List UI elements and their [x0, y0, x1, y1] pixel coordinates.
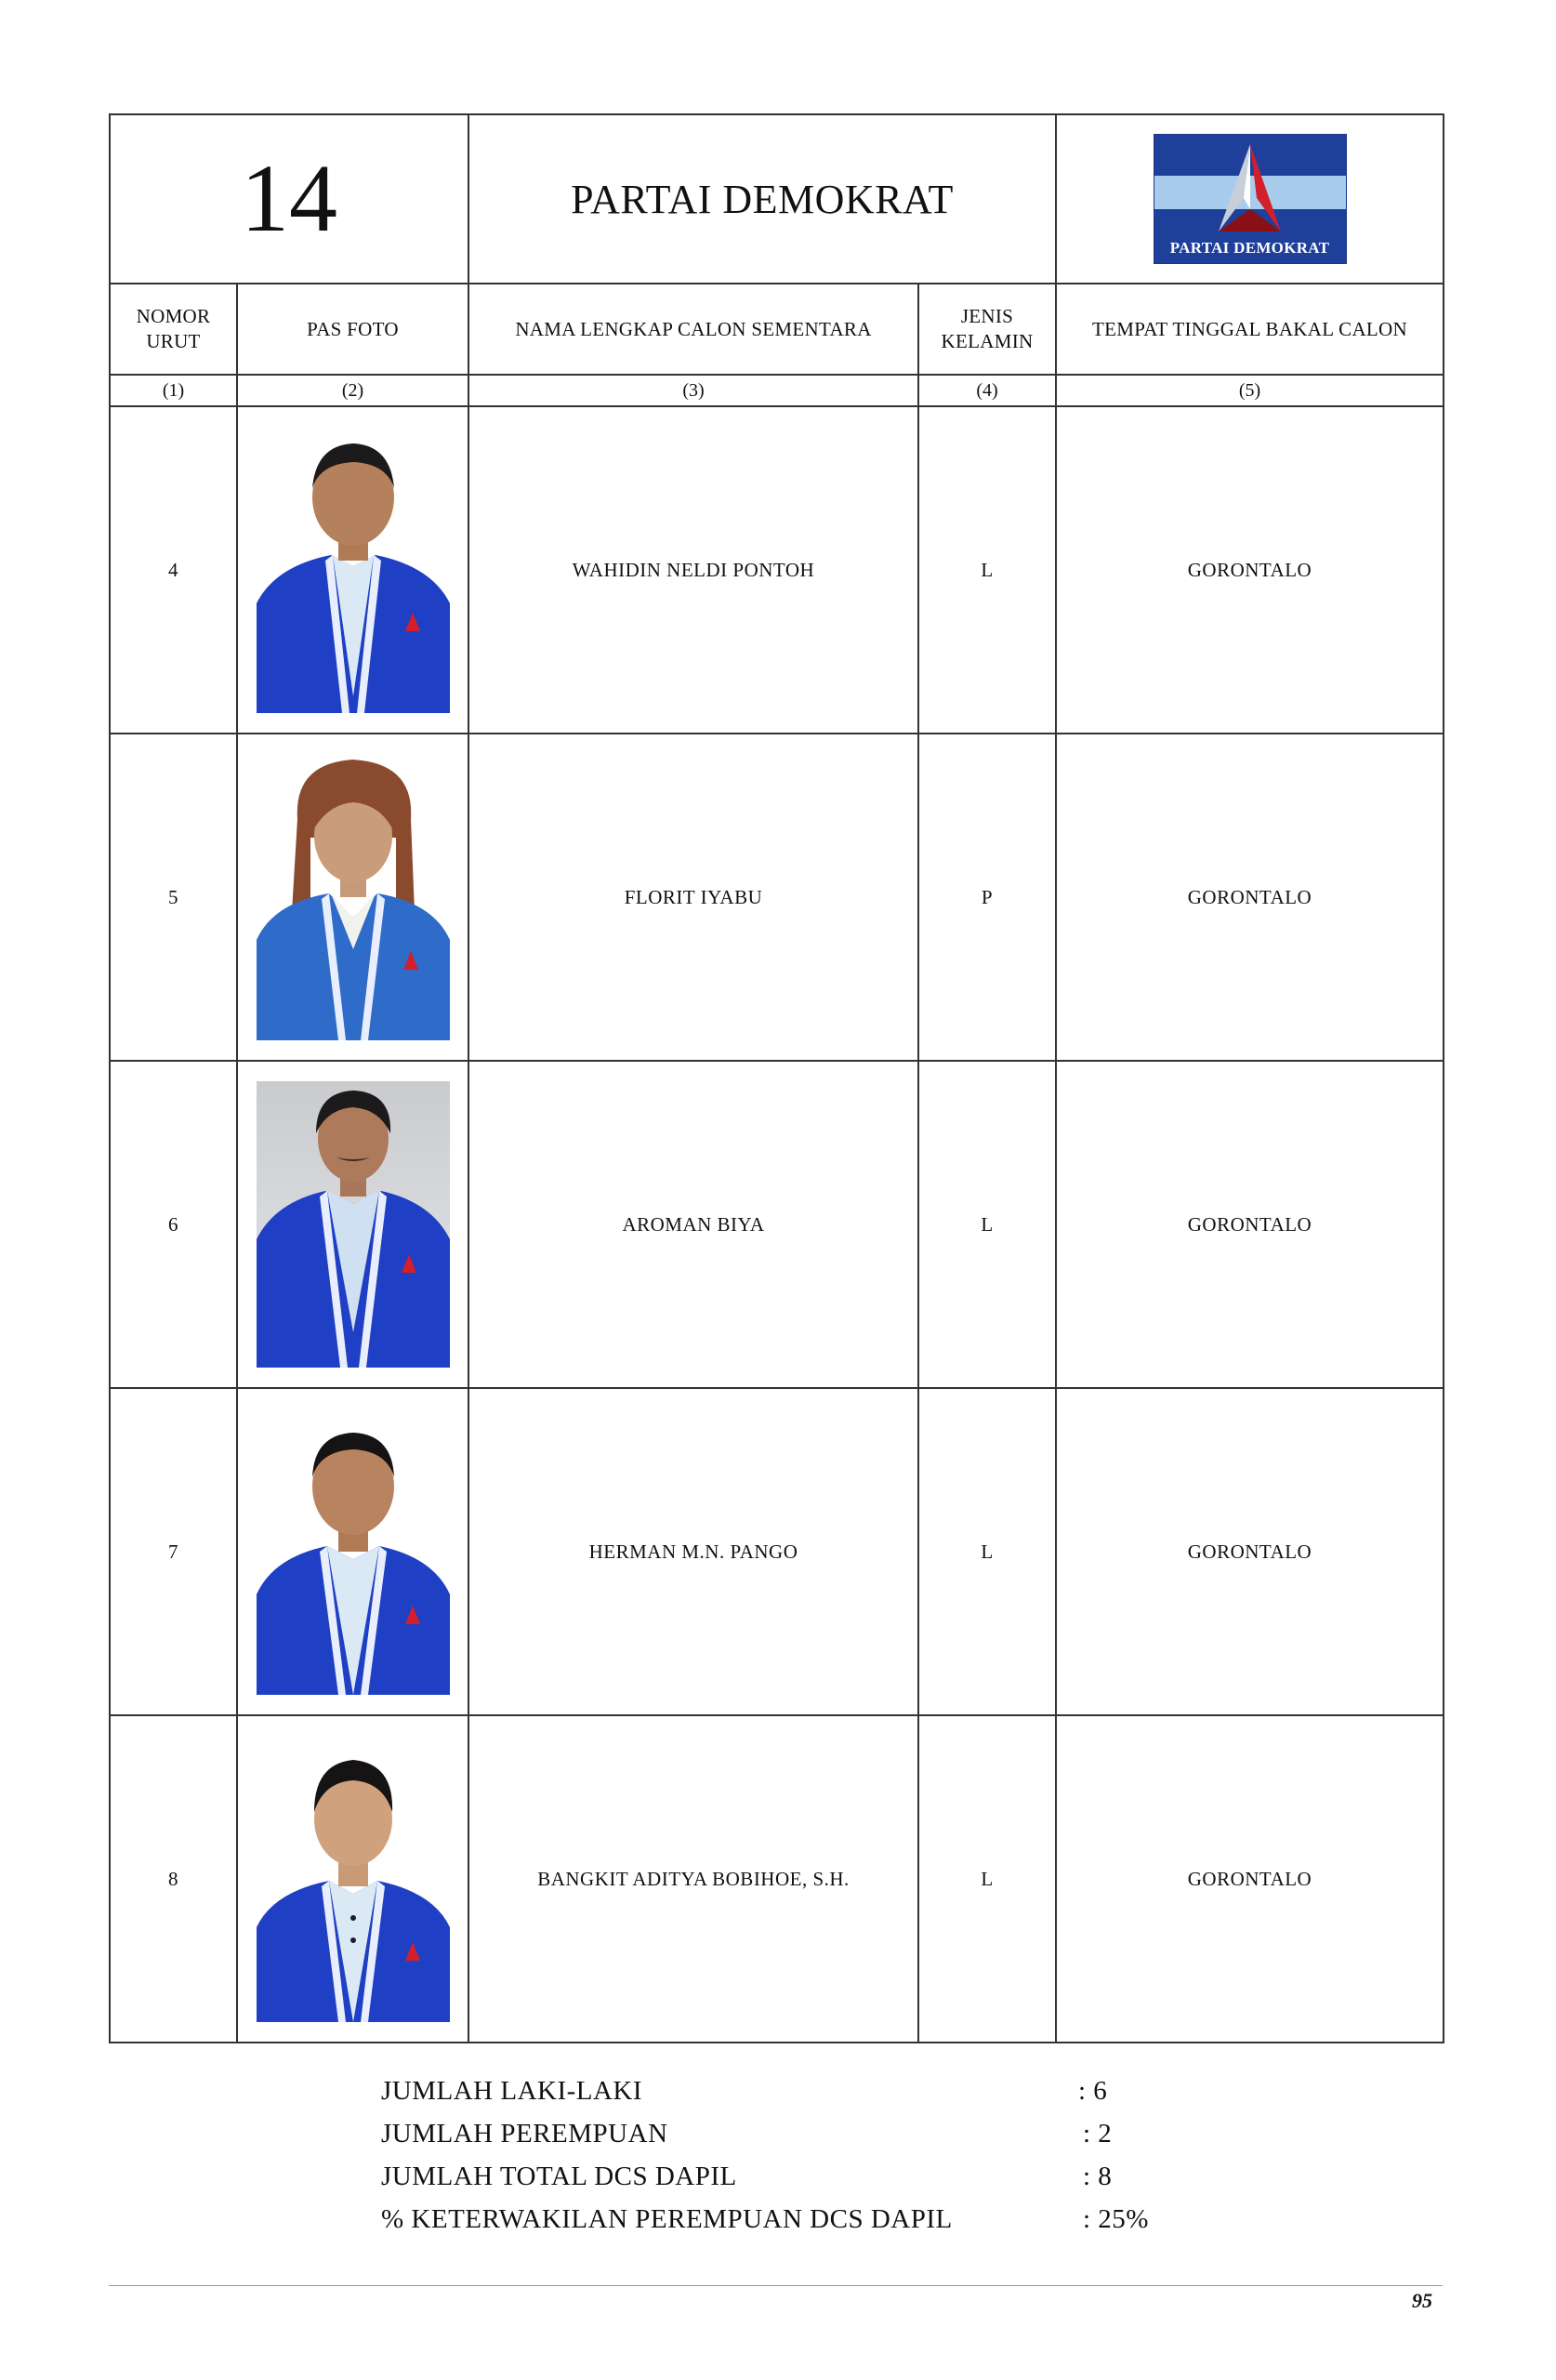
candidate-gender: L	[918, 406, 1056, 734]
candidate-number: 6	[110, 1061, 237, 1388]
candidate-table	[109, 113, 1444, 2043]
footer-divider	[109, 2285, 1443, 2286]
candidate-name: BANGKIT ADITYA BOBIHOE, S.H.	[468, 1715, 918, 2043]
candidate-gender: P	[918, 734, 1056, 1061]
candidate-number: 4	[110, 406, 237, 734]
candidate-row	[110, 1388, 1444, 1715]
col-header-pas-foto: PAS FOTO	[237, 284, 468, 375]
candidate-name: HERMAN M.N. PANGO	[468, 1388, 918, 1715]
candidate-photo	[257, 754, 450, 1040]
candidate-residence: GORONTALO	[1056, 406, 1444, 734]
party-name: PARTAI DEMOKRAT	[571, 176, 954, 222]
candidate-photo	[257, 427, 450, 713]
summary-row	[381, 2112, 1218, 2155]
summary-value: : 6	[1078, 2076, 1108, 2106]
party-number: 14	[241, 145, 337, 252]
candidate-photo	[257, 1081, 450, 1368]
summary-value: : 8	[1083, 2162, 1113, 2191]
person-portrait-icon	[257, 427, 450, 713]
candidate-row	[110, 1715, 1444, 2043]
person-portrait-icon	[257, 754, 450, 1040]
column-number-row	[110, 375, 1444, 406]
col-header-jenis-kelamin: JENIS KELAMIN	[918, 284, 1056, 375]
person-portrait-icon	[257, 1736, 450, 2022]
candidate-row	[110, 406, 1444, 734]
candidate-number: 5	[110, 734, 237, 1061]
candidate-row	[110, 734, 1444, 1061]
candidate-table-sheet	[109, 113, 1443, 2043]
summary-value: : 25%	[1083, 2204, 1149, 2234]
candidate-residence: GORONTALO	[1056, 734, 1444, 1061]
candidate-photo-cell	[237, 734, 468, 1061]
candidate-name: WAHIDIN NELDI PONTOH	[468, 406, 918, 734]
summary-label: JUMLAH TOTAL DCS DAPIL	[381, 2162, 737, 2191]
candidate-residence: GORONTALO	[1056, 1715, 1444, 2043]
col-number: (1)	[110, 375, 237, 406]
person-portrait-icon	[257, 1081, 450, 1368]
candidate-residence: GORONTALO	[1056, 1388, 1444, 1715]
summary-block	[381, 2069, 1218, 2241]
candidate-gender: L	[918, 1388, 1056, 1715]
candidate-photo-cell	[237, 406, 468, 734]
party-logo	[1154, 135, 1346, 263]
summary-row	[381, 2155, 1218, 2198]
candidate-name: AROMAN BIYA	[468, 1061, 918, 1388]
col-header-tempat-tinggal: TEMPAT TINGGAL BAKAL CALON	[1056, 284, 1444, 375]
candidate-residence: GORONTALO	[1056, 1061, 1444, 1388]
column-header-row	[110, 284, 1444, 375]
party-number-cell	[110, 114, 468, 284]
summary-row	[381, 2069, 1218, 2112]
summary-value: : 2	[1083, 2119, 1113, 2149]
col-number: (4)	[918, 375, 1056, 406]
candidate-number: 7	[110, 1388, 237, 1715]
page-number: 95	[1412, 2289, 1432, 2312]
col-header-nama: NAMA LENGKAP CALON SEMENTARA	[468, 284, 918, 375]
party-name-cell	[468, 114, 1056, 284]
candidate-photo	[257, 1736, 450, 2022]
party-logo-cell	[1056, 114, 1444, 284]
summary-row	[381, 2198, 1218, 2241]
party-header-row	[110, 114, 1444, 284]
candidate-photo	[257, 1408, 450, 1695]
candidate-gender: L	[918, 1061, 1056, 1388]
candidate-row	[110, 1061, 1444, 1388]
col-number: (3)	[468, 375, 918, 406]
candidate-photo-cell	[237, 1061, 468, 1388]
summary-label: JUMLAH PEREMPUAN	[381, 2119, 668, 2149]
candidate-number: 8	[110, 1715, 237, 2043]
col-header-nomor-urut: NOMOR URUT	[110, 284, 237, 375]
logo-text: PARTAI DEMOKRAT	[1169, 239, 1330, 257]
summary-label: JUMLAH LAKI-LAKI	[381, 2076, 643, 2106]
candidate-photo-cell	[237, 1715, 468, 2043]
person-portrait-icon	[257, 1408, 450, 1695]
candidate-name: FLORIT IYABU	[468, 734, 918, 1061]
candidate-photo-cell	[237, 1388, 468, 1715]
summary-label: % KETERWAKILAN PEREMPUAN DCS DAPIL	[381, 2204, 953, 2234]
col-number: (5)	[1056, 375, 1444, 406]
candidate-gender: L	[918, 1715, 1056, 2043]
col-number: (2)	[237, 375, 468, 406]
